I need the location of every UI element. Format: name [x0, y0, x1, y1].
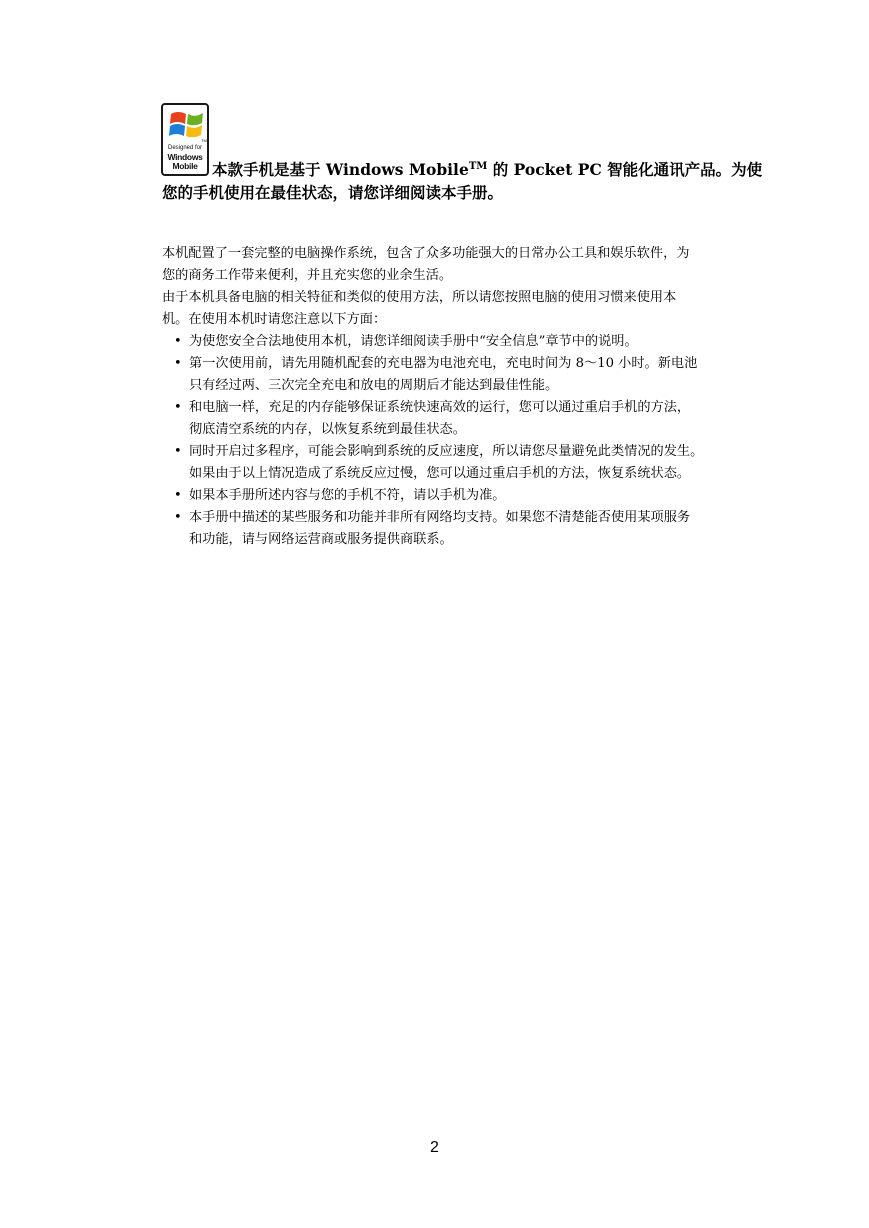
notice-list [162, 331, 774, 551]
bullet-icon: • [174, 510, 182, 525]
bullet-icon: • [174, 444, 182, 459]
bullet-icon: • [174, 356, 182, 371]
bullet-icon: • [174, 334, 182, 349]
intro-part-2: 的 Pocket PC 智能化通讯产品。为使 [487, 160, 763, 179]
list-item-line-2: 如果由于以上情况造成了系统反应过慢，您可以通过重启手机的方法，恢复系统状态。 [189, 466, 691, 481]
logo-mobile: Mobile [172, 161, 198, 171]
logo-designed-for: Designed for [167, 145, 203, 151]
page-number: 2 [430, 1139, 439, 1156]
list-item [162, 507, 774, 551]
list-item [162, 397, 774, 441]
list-item [162, 353, 774, 397]
paragraph-2 [162, 287, 774, 331]
intro-heading [162, 158, 774, 204]
paragraph-2-line-1: 由于本机具备电脑的相关特征和类似的使用方法，所以请您按照电脑的使用习惯来使用本 [162, 290, 677, 305]
paragraph-1 [162, 243, 774, 287]
list-item-line-1: 第一次使用前，请先用随机配套的充电器为电池充电，充电时间为 8～10 小时。新电池 [189, 356, 698, 371]
intro-tm: TM [468, 161, 488, 172]
logo-windows: Windows [167, 152, 203, 162]
list-item-line-1: 为使您安全合法地使用本机，请您详细阅读手册中“安全信息”章节中的说明。 [189, 334, 638, 349]
list-item [162, 485, 774, 507]
list-item [162, 441, 774, 485]
windows-flag-icon [167, 108, 207, 142]
list-item-line-2: 和功能，请与网络运营商或服务提供商联系。 [189, 532, 453, 547]
list-item-line-2: 只有经过两、三次完全充电和放电的周期后才能达到最佳性能。 [189, 378, 559, 393]
list-item-line-1: 同时开启过多程序，可能会影响到系统的反应速度，所以请您尽量避免此类情况的发生。 [189, 444, 704, 459]
paragraph-1-line-1: 本机配置了一套完整的电脑操作系统，包含了众多功能强大的日常办公工具和娱乐软件，为 [162, 246, 690, 261]
paragraph-2-line-2: 机。在使用本机时请您注意以下方面： [162, 312, 387, 327]
logo-tm-mark: TM [201, 138, 207, 143]
list-item-line-1: 如果本手册所述内容与您的手机不符，请以手机为准。 [189, 488, 506, 503]
body-text [162, 243, 774, 551]
intro-line-1 [162, 158, 774, 181]
list-item-line-2: 彻底清空系统的内存，以恢复系统到最佳状态。 [189, 422, 466, 437]
bullet-icon: • [174, 400, 182, 415]
intro-part-1: 本款手机是基于 Windows Mobile [212, 160, 469, 179]
list-item-line-1: 和电脑一样，充足的内存能够保证系统快速高效的运行，您可以通过重启手机的方法， [189, 400, 691, 415]
paragraph-1-line-2: 您的商务工作带来便利，并且充实您的业余生活。 [162, 268, 453, 283]
bullet-icon: • [174, 488, 182, 503]
intro-line-2: 您的手机使用在最佳状态，请您详细阅读本手册。 [162, 183, 504, 202]
list-item-line-1: 本手册中描述的某些服务和功能并非所有网络均支持。如果您不清楚能否使用某项服务 [189, 510, 691, 525]
list-item [162, 331, 774, 353]
